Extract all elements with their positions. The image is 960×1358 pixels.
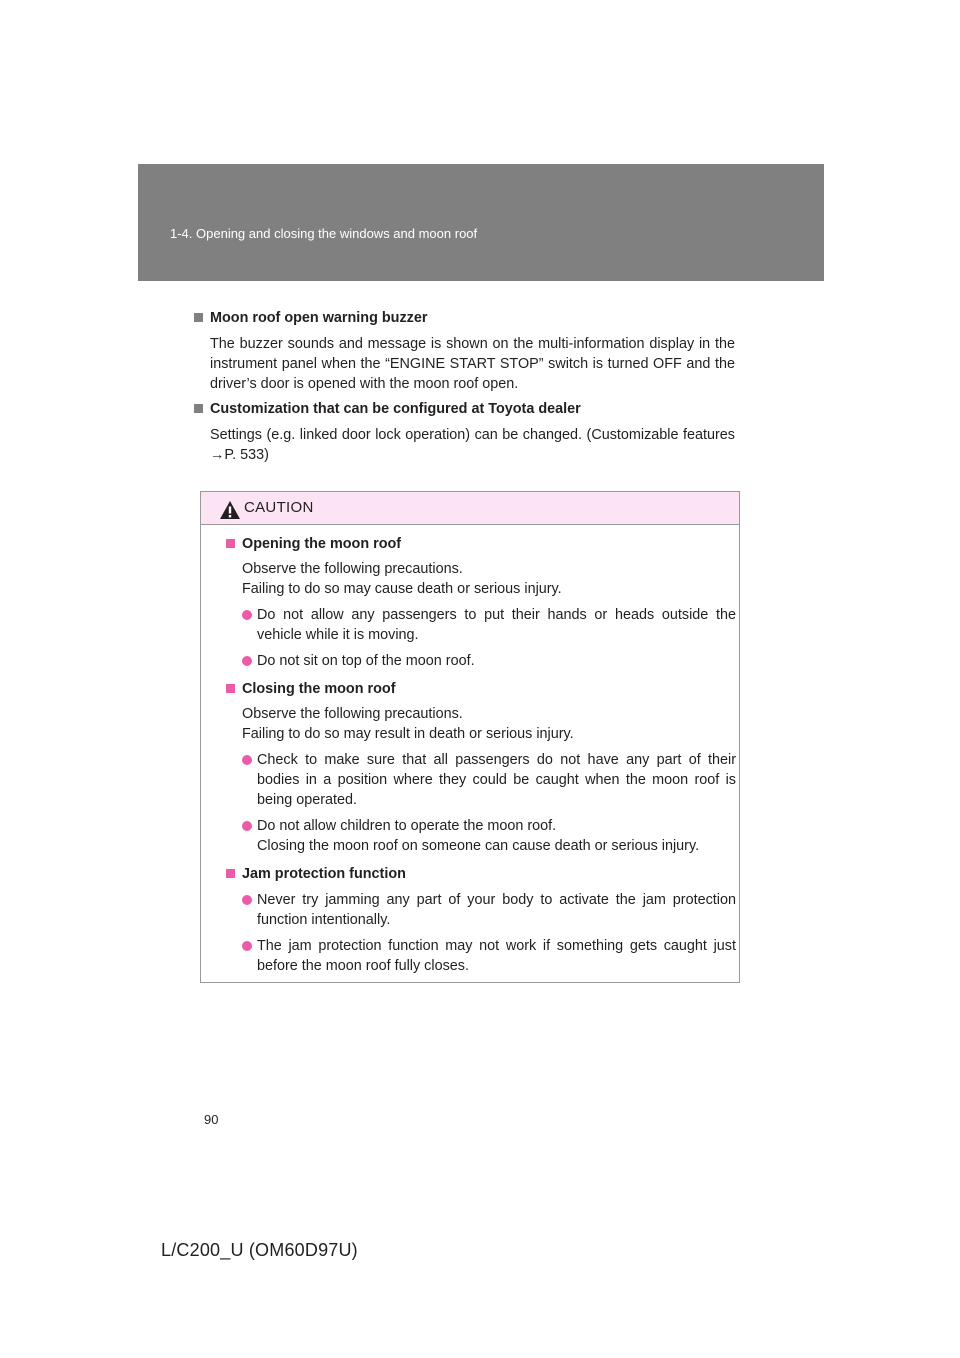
round-bullet-icon [242, 895, 252, 905]
round-bullet-icon [242, 941, 252, 951]
bullet-text: Do not allow children to operate the moon roof. [257, 818, 557, 834]
caution-heading-text: Jam protection function [242, 866, 406, 882]
caution-heading-text: Opening the moon roof [242, 536, 402, 552]
header-band [138, 164, 824, 281]
info-heading [194, 399, 735, 419]
square-bullet-icon [194, 404, 203, 413]
bullet-text: Closing the moon roof on someone can cause death or serious injury. [257, 838, 700, 854]
caution-body [226, 534, 736, 976]
round-bullet-icon [242, 755, 252, 765]
info-section [210, 308, 735, 394]
caution-bullet [242, 605, 736, 645]
caution-box [200, 491, 740, 983]
square-bullet-icon [194, 313, 203, 322]
info-paragraph: Settings (e.g. linked door lock operation) can be changed. (Customizable features →P. 533) [210, 427, 735, 463]
caution-intro-line: Failing to do so may result in death or serious injury. [242, 726, 574, 742]
caution-bullet [242, 651, 736, 671]
caution-intro-line: Observe the following precautions. [242, 706, 463, 722]
info-heading-text: Moon roof open warning buzzer [210, 310, 428, 326]
caution-intro [242, 704, 736, 744]
caution-bullet [242, 890, 736, 930]
round-bullet-icon [242, 821, 252, 831]
caution-intro-line: Failing to do so may cause death or serious injury. [242, 581, 562, 597]
caution-label: CAUTION [244, 499, 314, 516]
caution-bullet [242, 750, 736, 810]
caution-intro-line: Observe the following precautions. [242, 561, 463, 577]
caution-intro [242, 559, 736, 599]
caution-bullet [242, 816, 736, 856]
info-section [210, 399, 735, 465]
bullet-text: Check to make sure that all passengers do not have any part of their bodies in a position where they could be caught when the moon roof is being operated. [257, 752, 736, 808]
bullet-text: The jam protection function may not work if something gets caught just before the moon roof fully closes. [257, 938, 736, 974]
caution-heading [226, 864, 736, 884]
round-bullet-icon [242, 610, 252, 620]
caution-header [201, 492, 739, 525]
square-bullet-icon [226, 684, 235, 693]
bullet-text: Never try jamming any part of your body to activate the jam protection function intentionally. [257, 892, 736, 928]
section-title: 1-4. Opening and closing the windows and moon roof [170, 226, 478, 241]
warning-triangle-icon [219, 500, 241, 520]
page-number: 90 [204, 1112, 219, 1127]
caution-bullet [242, 936, 736, 976]
caution-heading [226, 679, 736, 699]
info-content [210, 308, 735, 469]
caution-heading [226, 534, 736, 554]
footer-code: L/C200_U (OM60D97U) [161, 1240, 358, 1260]
square-bullet-icon [226, 869, 235, 878]
info-heading-text: Customization that can be configured at Toyota dealer [210, 401, 581, 417]
info-heading [194, 308, 735, 328]
bullet-text: Do not sit on top of the moon roof. [257, 653, 475, 669]
square-bullet-icon [226, 539, 235, 548]
bullet-text: Do not allow any passengers to put their hands or heads outside the vehicle while it is moving. [257, 607, 736, 643]
caution-heading-text: Closing the moon roof [242, 681, 396, 697]
info-paragraph: The buzzer sounds and message is shown on the multi-information display in the instrument panel when the “ENGINE START STOP” switch is turned OFF and the driver’s door is opened with the moon roof open. [210, 336, 735, 392]
round-bullet-icon [242, 656, 252, 666]
